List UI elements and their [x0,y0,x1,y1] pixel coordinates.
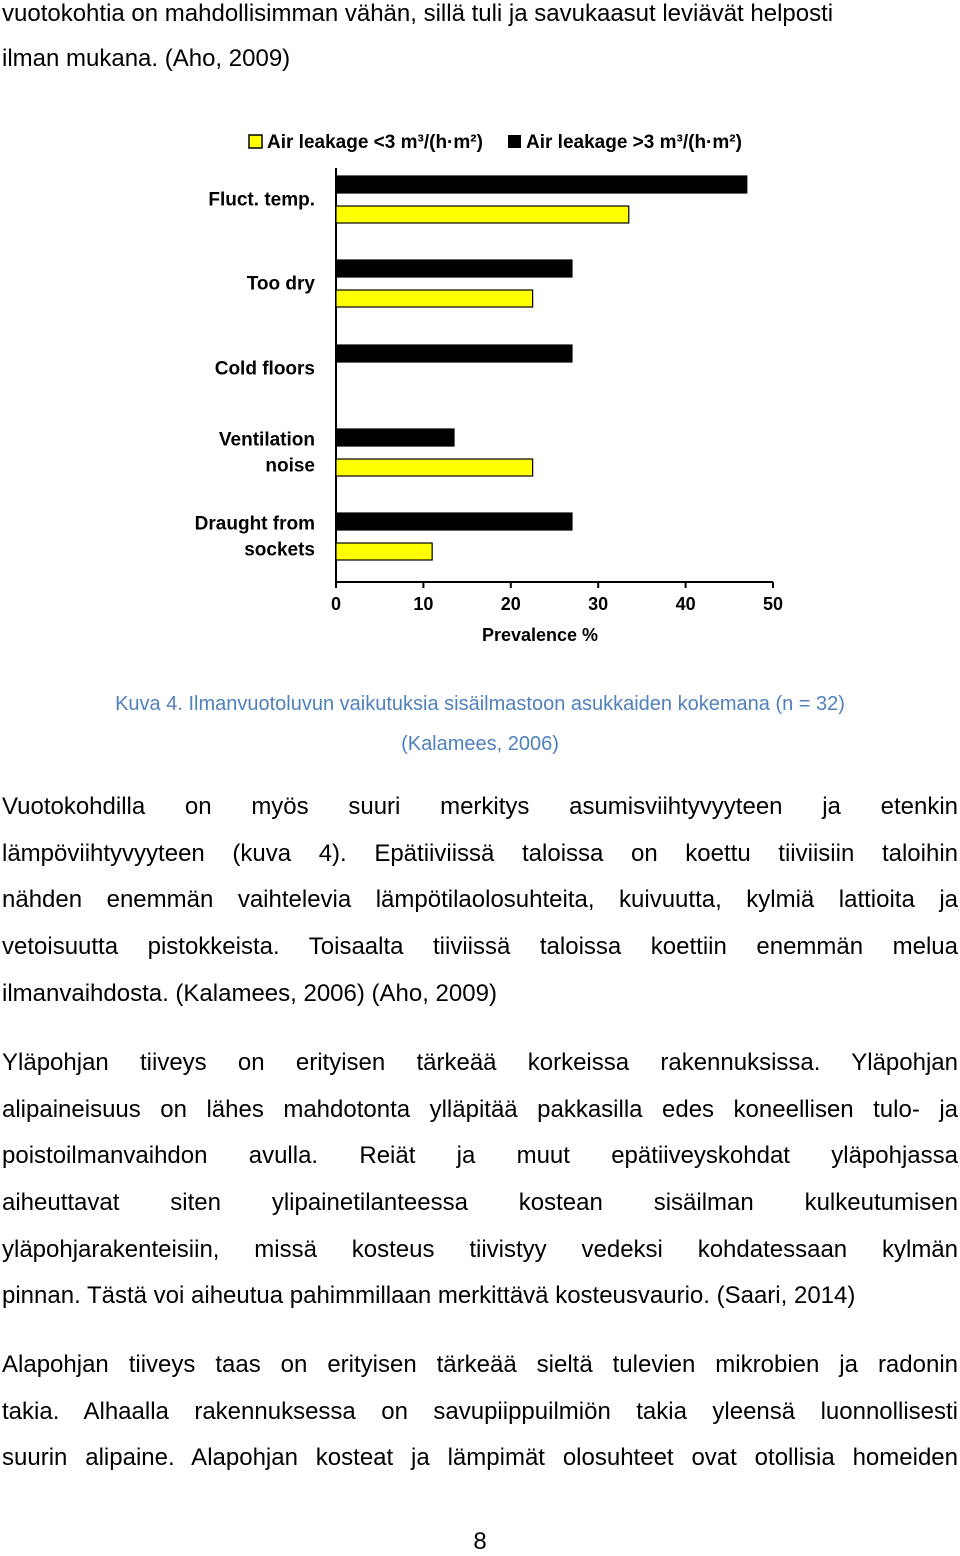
body-text-line: Yläpohjan tiiveys on erityisen tärkeää korkeissa rakennuksissa. Yläpohjan [2,1049,958,1076]
category-label: Draught from [194,513,315,535]
x-tick-label: 30 [588,594,609,614]
x-tick-label: 20 [500,594,521,614]
body-text-line: poistoilmanvaihdon avulla. Reiät ja muut epätiiveyskohdat yläpohjassa [2,1142,958,1169]
body-text-line: vuotokohtia on mahdollisimman vähän, sillä tuli ja savukaasut leviävät helposti [2,0,834,27]
category-label: Cold floors [214,358,315,380]
x-axis-label: Prevalence % [481,625,599,645]
bar-high-leakage [336,260,572,277]
bar-high-leakage [336,176,747,193]
body-text-line: yläpohjarakenteisiin, missä kosteus tiivistyy vedeksi kohdatessaan kylmän [2,1236,958,1263]
body-text-line: suurin alipaine. Alapohjan kosteat ja lämpimät olosuhteet ovat otollisia homeiden [2,1444,958,1471]
bar-low-leakage [336,543,432,560]
x-tick-label: 40 [675,594,696,614]
category-label: Fluct. temp. [208,189,315,211]
figure-caption-source: (Kalamees, 2006) [401,733,559,755]
plot-area [195,168,783,614]
body-text-line: vetoisuutta pistokkeista. Toisaalta tiiviissä taloissa koettiin enemmän melua [2,933,958,960]
bar-low-leakage [336,206,629,223]
category-label: sockets [244,539,315,561]
body-text-line: Vuotokohdilla on myös suuri merkitys asumisviihtyvyyteen ja etenkin [2,793,958,820]
page-number: 8 [473,1528,487,1555]
body-text-line: ilmanvaihdosta. (Kalamees, 2006) (Aho, 2009) [2,980,497,1007]
body-text-line: takia. Alhaalla rakennuksessa on savupiippuilmiön takia yleensä luonnollisesti [2,1398,958,1425]
body-text-line: nähden enemmän vaihtelevia lämpötilaolosuhteita, kuivuutta, kylmiä lattioita ja [2,886,958,913]
x-tick-label: 50 [762,594,784,614]
bar-low-leakage [336,459,533,476]
category-label: Ventilation [218,429,315,451]
body-text-line: ilman mukana. (Aho, 2009) [2,45,291,72]
legend-label-low-leakage: Air leakage <3 m³/(h·m²) [267,132,483,153]
legend-label-high-leakage: Air leakage >3 m³/(h·m²) [526,132,742,153]
x-tick-label: 0 [330,594,342,614]
bar-high-leakage [336,513,572,530]
category-label: Too dry [246,273,315,295]
legend-swatch-yellow [249,135,262,148]
body-text-line: aiheuttavat siten ylipainetilanteessa kostean sisäilman kulkeutumisen [2,1189,958,1216]
bar-high-leakage [336,429,454,446]
x-tick-label: 10 [413,594,434,614]
bar-high-leakage [336,345,572,362]
body-text-line: alipaineisuus on lähes mahdotonta ylläpitää pakkasilla edes koneellisen tulo- ja [2,1096,958,1123]
prevalence-bar-chart [170,118,800,648]
body-text-line: lämpöviihtyvyyteen (kuva 4). Epätiiviissä taloissa on koettu tiiviisiin taloihin [2,840,958,867]
body-text-line: Alapohjan tiiveys taas on erityisen tärkeää sieltä tulevien mikrobien ja radonin [2,1351,958,1378]
body-text-line: pinnan. Tästä voi aiheutua pahimmillaan merkittävä kosteusvaurio. (Saari, 2014) [2,1282,856,1309]
legend-swatch-black [508,135,521,148]
category-label: noise [265,455,315,477]
bar-low-leakage [336,290,533,307]
figure-caption: Kuva 4. Ilmanvuotoluvun vaikutuksia sisäilmastoon asukkaiden kokemana (n = 32) [115,693,845,715]
